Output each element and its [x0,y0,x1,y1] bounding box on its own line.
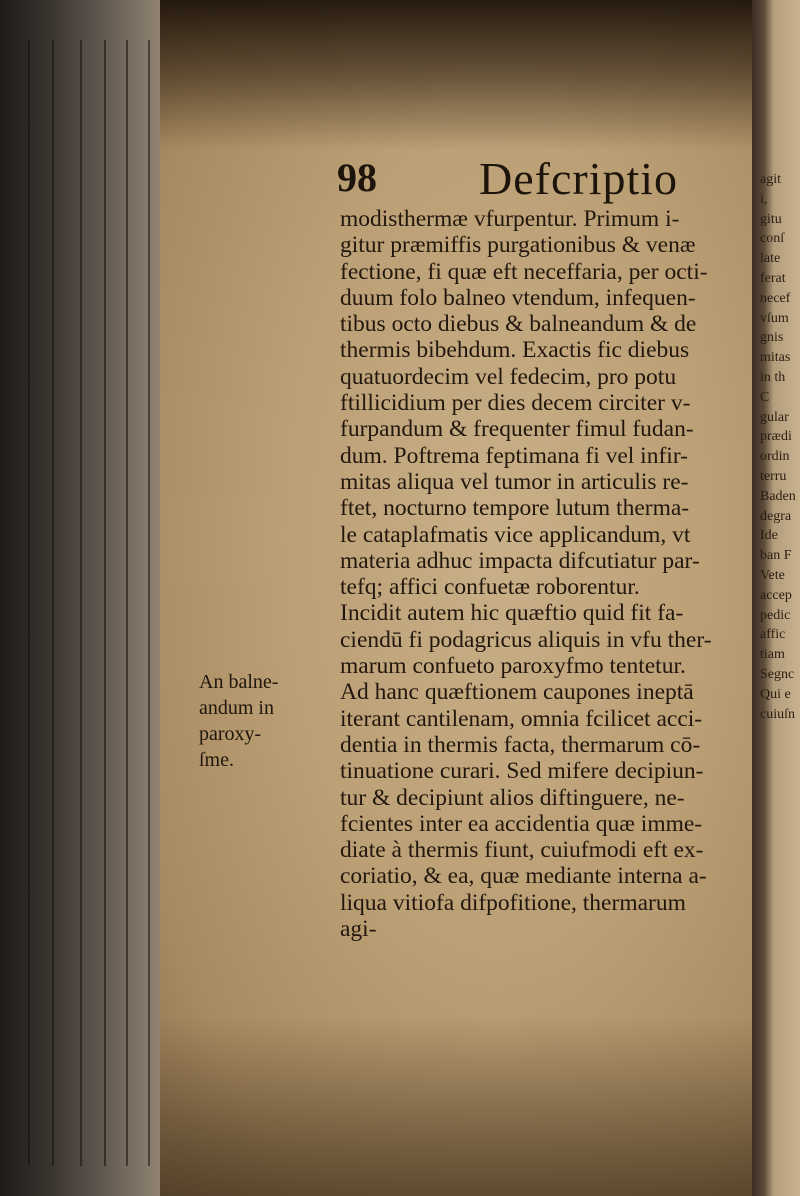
text-line: coriatio, & ea, quæ mediante interna a- [340,863,707,890]
text-line: agi- [340,916,377,943]
page-number: 98 [337,155,377,200]
text-line: iterant cantilenam, omnia fcilicet acci- [340,705,703,732]
facing-page-fragment: C [760,389,770,405]
margin-note [199,669,334,773]
facing-page-fragment: agit [760,172,781,187]
facing-page-fragment: ordin [760,449,790,465]
facing-page-fragment: ban F [760,548,792,564]
facing-page-fragment: Qui e [760,686,791,702]
text-line: Ad hanc quæftionem caupones ineptā [340,679,694,706]
facing-page-fragment: tiam [760,647,785,663]
text-line: modisthermæ vfurpentur. Primum i- [340,206,680,232]
text-line: duum folo balneo vtendum, infequen- [340,284,696,311]
facing-page-fragment: gitu [760,211,782,227]
facing-page-fragment: pedic [760,607,791,623]
facing-page-fragment: cuiuſn [760,706,795,722]
text-line: diate à thermis fiunt, cuiufmodi eft ex- [340,837,704,864]
facing-page-fragment: prædi [760,429,792,445]
text-line: furpandum & frequenter fimul fudan- [340,416,694,443]
margin-note-line: paroxy- [199,723,262,745]
facing-page-fragment: gular [760,409,789,425]
top-shadow [160,0,775,150]
margin-note-line: andum in [199,697,274,719]
margin-note-line: An balne- [199,671,279,693]
text-line: quatuordecim vel fedecim, pro potu [340,363,677,390]
text-line: thermis bibehdum. Exactis fic diebus [340,337,690,364]
facing-page-fragment: i, [760,191,768,207]
facing-page-fragment: accep [760,587,792,603]
facing-page-fragment: in th [760,369,786,385]
facing-page-fragment: terru [760,468,787,484]
facing-page-fragment: ferat [760,270,786,286]
facing-page-fragment: Segnc [760,666,795,682]
text-line: tur & decipiunt alios diftinguere, ne- [340,784,685,811]
text-line: tibus octo diebus & balneandum & de [340,311,697,338]
bottom-shadow [160,1016,775,1196]
facing-page-fragment: Vete [760,567,785,583]
facing-page-fragment: necef [760,290,791,306]
text-line: liqua vitiofa difpofitione, thermarum [340,889,686,916]
facing-page-fragment: late [760,251,781,267]
text-line: tinuatione curari. Sed mifere decipiun- [340,758,704,785]
text-line: materia adhuc impacta difcutiatur par- [340,547,700,574]
facing-page-fragment: affic [760,627,786,643]
facing-page-fragment: degra [760,508,792,524]
left-page-gutter [0,0,170,1196]
text-line: fcientes inter ea accidentia quæ imme- [340,810,703,837]
facing-page-fragment: vſum [760,310,789,326]
facing-page-fragment: gnis [760,330,784,346]
running-head: Defcriptio [479,153,679,204]
facing-page-fragments [760,170,800,724]
text-line: tefq; affici confuetæ roborentur. [340,574,640,601]
body-text [340,206,750,942]
text-line: marum confueto paroxyfmo tentetur. [340,653,686,680]
text-line: mitas aliqua vel tumor in articulis re- [340,468,689,495]
page-header [337,152,737,204]
text-line: Incidit autem hic quæftio quid fit fa- [340,600,684,627]
margin-note-line: ſme. [199,749,234,771]
text-line: ftillicidium per dies decem circiter v- [340,390,691,417]
facing-page-fragment: Ide [760,528,778,544]
text-line: dentia in thermis facta, thermarum cō- [340,731,701,758]
text-line: dum. Poftrema feptimana fi vel infir- [340,442,689,469]
text-line: ciendū fi podagricus aliquis in vfu ther- [340,626,712,653]
text-line: fectione, fi quæ eft neceffaria, per octi- [340,258,708,285]
text-line: ftet, nocturno tempore lutum therma- [340,495,690,522]
text-line: gitur præmiffis purgationibus & venæ [340,232,696,259]
facing-page-fragment: conſ [760,231,785,247]
facing-page-fragment: mitas [760,350,791,366]
text-line: le cataplafmatis vice applicandum, vt [340,521,691,548]
facing-page-fragment: Baden [760,488,796,504]
